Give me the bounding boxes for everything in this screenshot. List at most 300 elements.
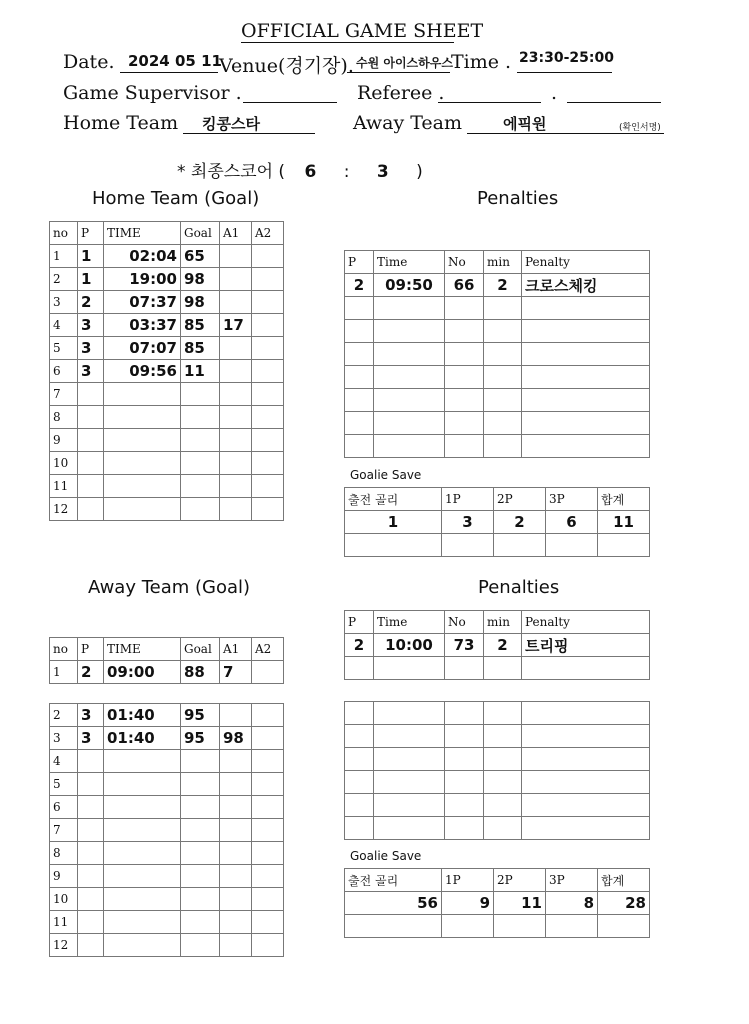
table-cell: 1: [50, 245, 78, 268]
goalie-values-row: [345, 511, 650, 534]
sheet-title: OFFICIAL GAME SHEET: [241, 20, 484, 42]
table-cell: 10: [50, 452, 78, 475]
table-cell: 9: [50, 429, 78, 452]
table-cell: [78, 429, 104, 452]
table-cell: 03:37: [104, 314, 181, 337]
table-cell: [484, 389, 522, 412]
table-cell: [445, 412, 484, 435]
table-cell: [252, 337, 284, 360]
date-value: 2024 05 11: [128, 52, 222, 70]
venue-label: Venue(경기장).: [219, 55, 354, 77]
table-cell: [345, 412, 374, 435]
column-header: Penalty: [522, 611, 650, 634]
time-value: 23:30-25:00: [519, 50, 614, 66]
table-cell: 9: [50, 865, 78, 888]
table-cell: [181, 773, 220, 796]
goalie-value: 11: [598, 511, 650, 534]
table-cell: [442, 534, 494, 557]
table-cell: [104, 842, 181, 865]
home-penalties-title: Penalties: [477, 188, 559, 209]
table-cell: [546, 534, 598, 557]
table-cell: [78, 888, 104, 911]
table-cell: 1: [78, 268, 104, 291]
table-cell: [484, 771, 522, 794]
table-cell: [78, 773, 104, 796]
table-row: [50, 360, 284, 383]
table-row: [345, 725, 650, 748]
column-header: 3P: [546, 869, 598, 892]
column-header: 2P: [494, 869, 546, 892]
table-cell: [252, 796, 284, 819]
away-goals-table-top: [49, 637, 284, 684]
table-cell: 1: [50, 661, 78, 684]
table-cell: [345, 297, 374, 320]
table-row: [345, 771, 650, 794]
table-cell: [220, 911, 252, 934]
table-cell: [345, 657, 374, 680]
table-cell: [78, 796, 104, 819]
table-cell: [445, 725, 484, 748]
table-cell: [181, 934, 220, 957]
table-cell: [78, 934, 104, 957]
table-cell: [78, 865, 104, 888]
referee-line-1: [438, 102, 541, 103]
table-cell: [598, 534, 650, 557]
table-cell: [374, 320, 445, 343]
table-row: [345, 320, 650, 343]
table-cell: 98: [181, 268, 220, 291]
table-cell: [78, 819, 104, 842]
venue-value: 수원 아이스하우스: [356, 56, 453, 70]
table-cell: [345, 817, 374, 840]
column-header: 1P: [442, 488, 494, 511]
table-cell: [220, 750, 252, 773]
column-header: 출전 골리: [345, 869, 442, 892]
away-penalties-extra: [344, 701, 650, 840]
table-cell: [445, 748, 484, 771]
table-cell: 4: [50, 750, 78, 773]
table-cell: 88: [181, 661, 220, 684]
table-cell: [522, 748, 650, 771]
table-cell: [522, 412, 650, 435]
table-cell: [104, 888, 181, 911]
column-header: P: [78, 638, 104, 661]
table-cell: 01:40: [104, 704, 181, 727]
table-cell: [181, 865, 220, 888]
table-cell: [522, 366, 650, 389]
home-goal-title: Home Team (Goal): [92, 188, 260, 209]
table-cell: [78, 452, 104, 475]
column-header: Time: [374, 251, 445, 274]
table-cell: [345, 915, 442, 938]
table-cell: [484, 435, 522, 458]
away-goalie-table: [344, 868, 650, 938]
table-cell: [522, 794, 650, 817]
table-cell: [181, 406, 220, 429]
column-header: 합계: [598, 869, 650, 892]
referee-line-2: [567, 102, 661, 103]
table-cell: [522, 725, 650, 748]
table-cell: [445, 389, 484, 412]
table-row: [50, 245, 284, 268]
table-cell: 07:07: [104, 337, 181, 360]
goalie-value: 9: [442, 892, 494, 915]
table-row: [50, 291, 284, 314]
table-cell: [522, 389, 650, 412]
away-goalie-title: Goalie Save: [350, 849, 422, 863]
table-cell: 2: [78, 291, 104, 314]
away-penalties-table: [344, 610, 650, 680]
table-cell: [220, 360, 252, 383]
table-row: [50, 268, 284, 291]
table-cell: [252, 911, 284, 934]
table-cell: 01:40: [104, 727, 181, 750]
table-cell: [445, 435, 484, 458]
table-cell: [104, 796, 181, 819]
table-cell: [252, 291, 284, 314]
table-row: [50, 337, 284, 360]
table-cell: [374, 343, 445, 366]
time-label: Time .: [451, 51, 512, 73]
home-goalie-header: [345, 488, 650, 511]
column-header: A1: [220, 638, 252, 661]
home-goalie-title: Goalie Save: [350, 468, 422, 482]
table-cell: [252, 842, 284, 865]
table-cell: [374, 771, 445, 794]
table-cell: [181, 452, 220, 475]
table-cell: [220, 475, 252, 498]
away-team-label: Away Team: [353, 112, 463, 134]
away-penalties-header: [345, 611, 650, 634]
table-cell: [104, 865, 181, 888]
goalie-value: 2: [494, 511, 546, 534]
table-cell: 7: [50, 819, 78, 842]
column-header: A2: [252, 222, 284, 245]
table-cell: [484, 343, 522, 366]
table-cell: 크로스체킹: [522, 274, 650, 297]
table-cell: [374, 817, 445, 840]
table-cell: [445, 297, 484, 320]
table-row: [345, 748, 650, 771]
table-cell: [374, 435, 445, 458]
column-header: A1: [220, 222, 252, 245]
table-cell: [345, 389, 374, 412]
table-cell: [104, 750, 181, 773]
table-cell: [104, 475, 181, 498]
table-row: [345, 657, 650, 680]
table-row: [50, 819, 284, 842]
table-cell: 09:56: [104, 360, 181, 383]
column-header: 합계: [598, 488, 650, 511]
table-cell: [252, 360, 284, 383]
table-cell: [522, 771, 650, 794]
table-cell: 2: [50, 268, 78, 291]
table-cell: [252, 314, 284, 337]
table-row: [345, 915, 650, 938]
table-cell: [220, 773, 252, 796]
table-row: [50, 704, 284, 727]
table-cell: [220, 406, 252, 429]
table-cell: [252, 268, 284, 291]
table-cell: [220, 245, 252, 268]
column-header: Goal: [181, 638, 220, 661]
table-row: [345, 634, 650, 657]
table-cell: 3: [78, 314, 104, 337]
table-cell: [345, 534, 442, 557]
table-row: [50, 842, 284, 865]
final-score-away: 3: [376, 162, 389, 182]
table-cell: [181, 498, 220, 521]
table-cell: [598, 915, 650, 938]
table-cell: [78, 750, 104, 773]
table-cell: [252, 934, 284, 957]
column-header: 출전 골리: [345, 488, 442, 511]
home-goals-header: [50, 222, 284, 245]
table-cell: [484, 412, 522, 435]
table-row: [50, 498, 284, 521]
venue-underline: [347, 72, 450, 73]
table-cell: [181, 842, 220, 865]
column-header: 1P: [442, 869, 494, 892]
table-cell: [220, 865, 252, 888]
table-row: [345, 435, 650, 458]
table-row: [50, 934, 284, 957]
table-row: [345, 412, 650, 435]
time-underline: [517, 72, 612, 73]
table-cell: [104, 429, 181, 452]
table-cell: [252, 429, 284, 452]
table-row: [345, 343, 650, 366]
table-cell: 11: [181, 360, 220, 383]
goalie-value: 56: [345, 892, 442, 915]
column-header: No: [445, 611, 484, 634]
confirm-sign: (확인서명): [619, 123, 661, 133]
table-cell: [220, 291, 252, 314]
table-cell: [522, 297, 650, 320]
table-cell: 5: [50, 773, 78, 796]
column-header: 2P: [494, 488, 546, 511]
table-cell: [374, 389, 445, 412]
table-row: [345, 817, 650, 840]
table-cell: 66: [445, 274, 484, 297]
table-cell: [104, 911, 181, 934]
away-goalie-header: [345, 869, 650, 892]
column-header: P: [345, 611, 374, 634]
table-cell: 3: [50, 291, 78, 314]
table-cell: [181, 429, 220, 452]
table-cell: [220, 819, 252, 842]
table-cell: 4: [50, 314, 78, 337]
table-cell: [181, 796, 220, 819]
table-cell: 6: [50, 796, 78, 819]
table-cell: [484, 297, 522, 320]
column-header: Goal: [181, 222, 220, 245]
referee-label: Referee .: [357, 82, 445, 104]
table-cell: [374, 748, 445, 771]
table-cell: [104, 819, 181, 842]
table-cell: [181, 911, 220, 934]
goalie-value: 28: [598, 892, 650, 915]
column-header: TIME: [104, 638, 181, 661]
table-row: [345, 389, 650, 412]
table-cell: 8: [50, 842, 78, 865]
table-cell: 3: [78, 360, 104, 383]
home-goalie-table: [344, 487, 650, 557]
column-header: A2: [252, 638, 284, 661]
table-cell: [252, 406, 284, 429]
table-cell: 2: [484, 634, 522, 657]
table-cell: [445, 366, 484, 389]
title-underline: [241, 42, 454, 43]
table-row: [50, 911, 284, 934]
table-row: [345, 702, 650, 725]
table-cell: 트리핑: [522, 634, 650, 657]
table-cell: [252, 888, 284, 911]
table-cell: 17: [220, 314, 252, 337]
column-header: 3P: [546, 488, 598, 511]
table-cell: [374, 657, 445, 680]
table-row: [50, 796, 284, 819]
table-cell: [522, 817, 650, 840]
goalie-value: 8: [546, 892, 598, 915]
table-cell: [484, 657, 522, 680]
table-cell: [220, 704, 252, 727]
table-cell: [104, 452, 181, 475]
away-goals-table: [49, 703, 284, 957]
table-cell: [78, 475, 104, 498]
table-cell: [494, 534, 546, 557]
table-cell: 2: [345, 634, 374, 657]
table-cell: [484, 725, 522, 748]
table-cell: 85: [181, 314, 220, 337]
table-cell: [374, 702, 445, 725]
column-header: min: [484, 251, 522, 274]
table-cell: 07:37: [104, 291, 181, 314]
column-header: no: [50, 638, 78, 661]
table-cell: [522, 657, 650, 680]
final-score-sep: :: [343, 162, 350, 182]
table-cell: [252, 750, 284, 773]
table-cell: 98: [181, 291, 220, 314]
table-row: [50, 888, 284, 911]
table-cell: [78, 498, 104, 521]
table-cell: [252, 704, 284, 727]
table-row: [50, 314, 284, 337]
table-cell: [345, 702, 374, 725]
column-header: TIME: [104, 222, 181, 245]
column-header: min: [484, 611, 522, 634]
home-goals-table: [49, 221, 284, 521]
table-cell: [252, 245, 284, 268]
table-cell: [78, 406, 104, 429]
table-cell: [484, 817, 522, 840]
table-cell: [494, 915, 546, 938]
table-cell: 12: [50, 498, 78, 521]
table-cell: 7: [220, 661, 252, 684]
table-cell: 3: [78, 704, 104, 727]
table-cell: [445, 657, 484, 680]
column-header: P: [78, 222, 104, 245]
table-cell: 2: [50, 704, 78, 727]
table-row: [50, 406, 284, 429]
table-cell: [445, 794, 484, 817]
table-cell: [252, 661, 284, 684]
away-goals-header: [50, 638, 284, 661]
table-cell: [252, 865, 284, 888]
table-cell: [220, 383, 252, 406]
table-cell: [442, 915, 494, 938]
table-cell: 95: [181, 727, 220, 750]
table-cell: 73: [445, 634, 484, 657]
goalie-value: 3: [442, 511, 494, 534]
table-cell: 09:00: [104, 661, 181, 684]
away-team-underline: [467, 133, 664, 134]
table-row: [345, 297, 650, 320]
table-cell: [220, 337, 252, 360]
supervisor-line: [243, 102, 337, 103]
table-cell: 10: [50, 888, 78, 911]
home-team-value: 킹콩스타: [202, 115, 260, 133]
table-cell: [546, 915, 598, 938]
table-row: [50, 750, 284, 773]
table-cell: [345, 725, 374, 748]
table-cell: [252, 452, 284, 475]
table-row: [50, 865, 284, 888]
home-team-underline: [183, 133, 315, 134]
table-row: [345, 274, 650, 297]
column-header: No: [445, 251, 484, 274]
table-cell: [220, 796, 252, 819]
table-cell: [345, 794, 374, 817]
table-cell: [345, 771, 374, 794]
table-cell: [252, 773, 284, 796]
table-cell: [104, 773, 181, 796]
table-cell: [104, 498, 181, 521]
table-cell: [181, 819, 220, 842]
table-cell: 2: [78, 661, 104, 684]
table-row: [50, 773, 284, 796]
table-cell: 11: [50, 475, 78, 498]
date-label: Date.: [63, 51, 115, 73]
table-cell: [220, 934, 252, 957]
table-cell: [345, 435, 374, 458]
table-cell: [374, 366, 445, 389]
table-cell: [445, 817, 484, 840]
goalie-value: 1: [345, 511, 442, 534]
table-cell: [484, 748, 522, 771]
supervisor-label: Game Supervisor .: [63, 82, 242, 104]
table-row: [50, 475, 284, 498]
table-cell: 2: [484, 274, 522, 297]
final-score-prefix: * 최종스코어 (: [177, 162, 286, 182]
table-cell: [104, 406, 181, 429]
table-cell: [78, 911, 104, 934]
referee-dot: .: [551, 82, 558, 104]
table-cell: [181, 750, 220, 773]
table-cell: 85: [181, 337, 220, 360]
column-header: P: [345, 251, 374, 274]
table-cell: [104, 383, 181, 406]
table-cell: 02:04: [104, 245, 181, 268]
final-score-suffix: ): [416, 162, 423, 182]
table-cell: 3: [78, 337, 104, 360]
table-cell: 6: [50, 360, 78, 383]
final-score: [177, 157, 423, 182]
table-cell: [522, 702, 650, 725]
table-cell: 98: [220, 727, 252, 750]
goalie-values-row: [345, 892, 650, 915]
home-team-label: Home Team: [63, 112, 179, 134]
